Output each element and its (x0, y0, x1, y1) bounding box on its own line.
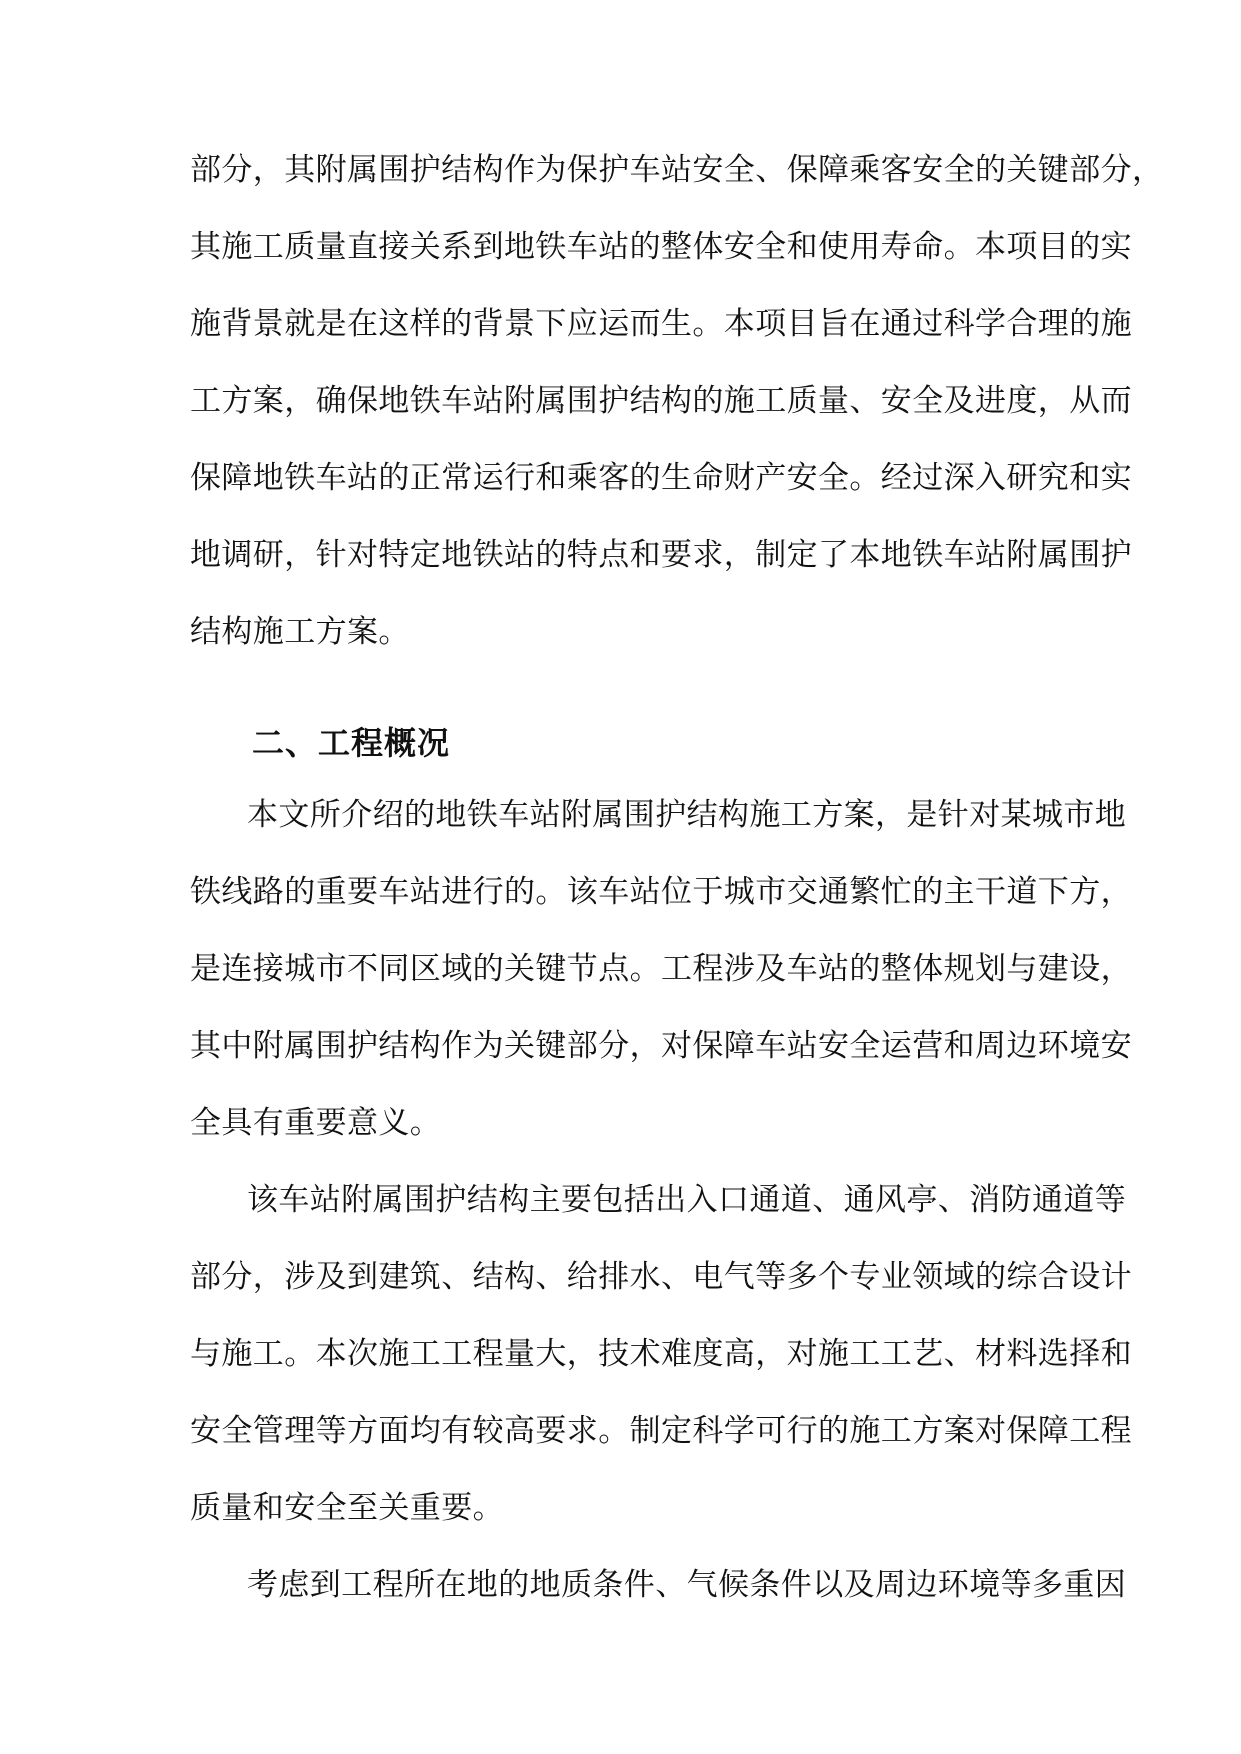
paragraph-line: 该车站附属围护结构主要包括出入口通道、通风亭、消防通道等 (247, 1182, 1127, 1218)
paragraph-line: 与施工。本次施工工程量大，技术难度高，对施工工艺、材料选择和 (190, 1336, 1132, 1372)
section-heading: 二、工程概况 (252, 724, 451, 762)
paragraph-line: 工方案，确保地铁车站附属围护结构的施工质量、安全及进度，从而 (190, 383, 1132, 419)
paragraph-line: 保障地铁车站的正常运行和乘客的生命财产安全。经过深入研究和实 (190, 460, 1132, 496)
paragraph-line: 其中附属围护结构作为关键部分，对保障车站安全运营和周边环境安 (190, 1028, 1132, 1064)
paragraph-line: 铁线路的重要车站进行的。该车站位于城市交通繁忙的主干道下方， (190, 874, 1132, 910)
paragraph-line: 部分，涉及到建筑、结构、给排水、电气等多个专业领域的综合设计 (190, 1259, 1132, 1295)
paragraph-line: 全具有重要意义。 (190, 1105, 442, 1141)
paragraph-line: 安全管理等方面均有较高要求。制定科学可行的施工方案对保障工程 (190, 1413, 1132, 1449)
paragraph-line: 本文所介绍的地铁车站附属围护结构施工方案，是针对某城市地 (247, 797, 1127, 833)
paragraph-line: 考虑到工程所在地的地质条件、气候条件以及周边环境等多重因 (247, 1567, 1127, 1603)
paragraph-line: 施背景就是在这样的背景下应运而生。本项目旨在通过科学合理的施 (190, 306, 1132, 342)
paragraph-line: 是连接城市不同区域的关键节点。工程涉及车站的整体规划与建设， (190, 951, 1132, 987)
paragraph-line: 部分，其附属围护结构作为保护车站安全、保障乘客安全的关键部分， (190, 152, 1164, 188)
paragraph-line: 结构施工方案。 (190, 614, 410, 650)
paragraph-line: 其施工质量直接关系到地铁车站的整体安全和使用寿命。本项目的实 (190, 229, 1132, 265)
paragraph-line: 地调研，针对特定地铁站的特点和要求，制定了本地铁车站附属围护 (190, 537, 1132, 573)
paragraph-line: 质量和安全至关重要。 (190, 1490, 504, 1526)
